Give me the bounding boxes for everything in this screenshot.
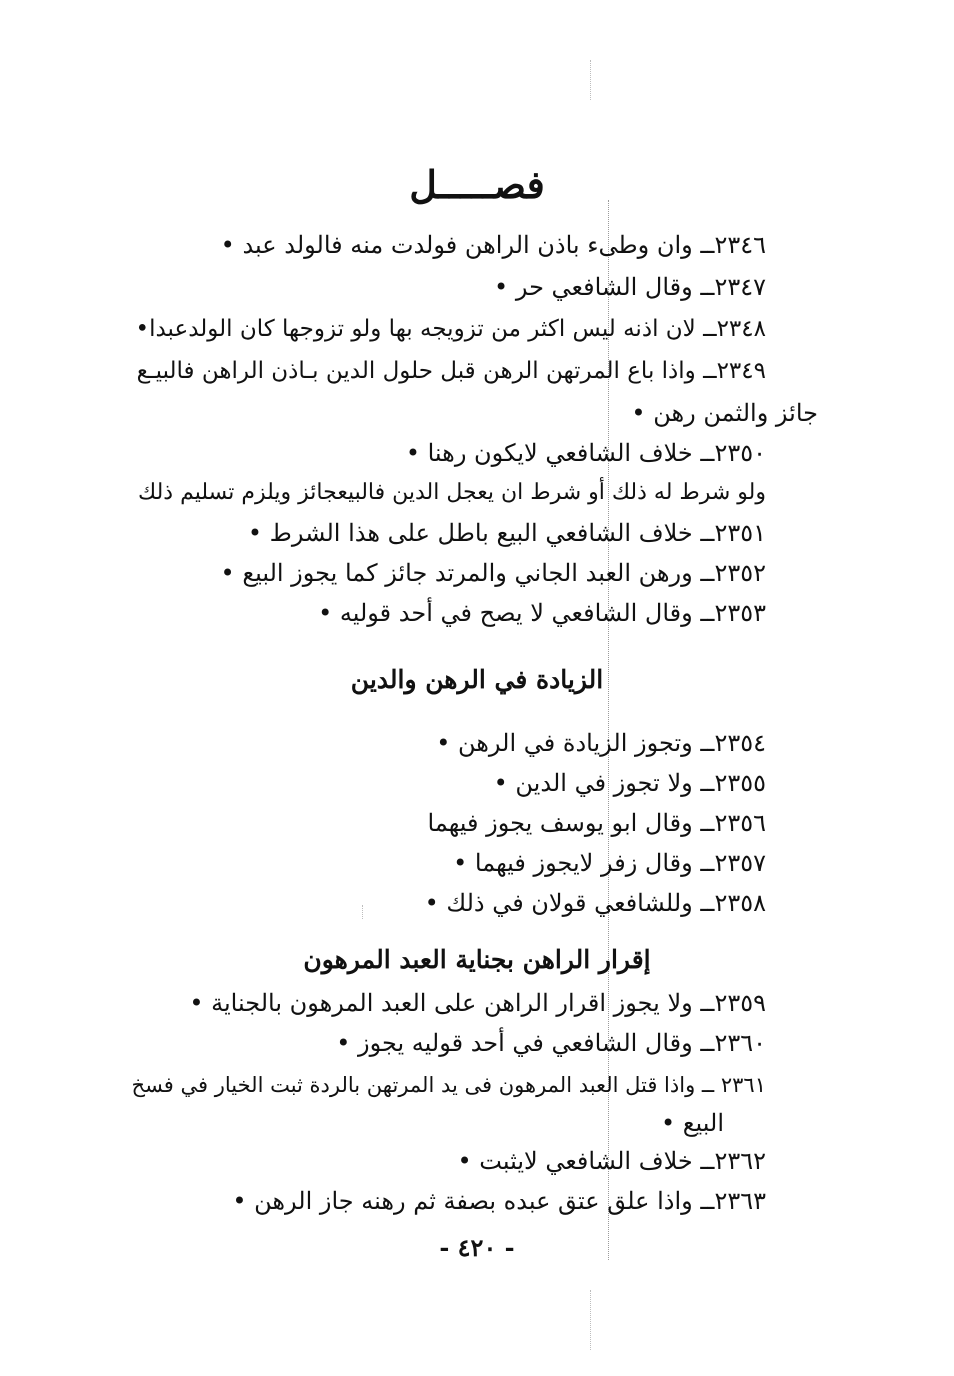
text-line-2350: ٢٣٥٠ــ خلاف الشافعي لايكون رهنا • <box>405 439 766 467</box>
text-line-2352: ٢٣٥٢ــ ورهن العبد الجاني والمرتد جائز كما يجوز البيع • <box>220 559 766 587</box>
text-line-condition: ولو شرط له ذلك أو شرط ان يعجل الدين فالبيعجائز ويلزم تسليم ذلك <box>138 480 766 505</box>
text-line-2361: ٢٣٦١ ــ واذا قتل العبد المرهون فى يد المرتهن بالردة ثبت الخيار في فسخ <box>131 1073 766 1097</box>
text-line-2356: ٢٣٥٦ــ وقال ابو يوسف يجوز فيهما <box>427 809 766 837</box>
text-line-2354: ٢٣٥٤ــ وتجوز الزيادة في الرهن • <box>436 729 766 757</box>
text-line-2349: ٢٣٤٩ــ واذا باع المرتهن الرهن قبل حلول الدين بـاذن الراهن فالبيـع <box>136 358 766 384</box>
scan-mark <box>590 1290 591 1350</box>
text-line-2353: ٢٣٥٣ــ وقال الشافعي لا يصح في أحد قوليه • <box>318 599 766 627</box>
text-line-continuation: البيع • <box>660 1109 724 1137</box>
text-line-2363: ٢٣٦٣ــ واذا علق عتق عبده بصفة ثم رهنه جاز الرهن • <box>232 1187 766 1215</box>
text-line-2346: ٢٣٤٦ــ وان وطىء باذن الراهن فولدت منه فالولد عبد • <box>220 231 766 259</box>
section-heading-increase: الزيادة في الرهن والدين <box>350 665 604 694</box>
text-line-2358: ٢٣٥٨ــ وللشافعي قولان في ذلك • <box>424 889 766 917</box>
page-number: - ٤٢٠ - <box>439 1233 515 1262</box>
scan-mark <box>590 60 591 100</box>
text-line-2357: ٢٣٥٧ــ وقال زفر لايجوز فيهما • <box>453 849 766 877</box>
text-line-2355: ٢٣٥٥ــ ولا تجوز في الدين • <box>493 769 766 797</box>
text-line-2348: ٢٣٤٨ــ لان اذنه ليس اكثر من تزويجه بها ولو تزوجها كان الولدعبدا• <box>135 316 766 342</box>
text-line-2351: ٢٣٥١ــ خلاف الشافعي البيع باطل على هذا الشرط • <box>247 519 766 547</box>
chapter-title: فصـــــل <box>409 162 545 207</box>
section-heading-confession: إقرار الراهن بجناية العبد المرهون <box>303 945 651 974</box>
text-line-2359: ٢٣٥٩ــ ولا يجوز اقرار الراهن على العبد المرهون بالجناية • <box>189 989 766 1017</box>
text-line-2347: ٢٣٤٧ــ وقال الشافعي حر • <box>494 273 766 301</box>
text-line-2360: ٢٣٦٠ــ وقال الشافعي في أحد قوليه يجوز • <box>336 1029 766 1057</box>
text-line-2362: ٢٣٦٢ــ خلاف الشافعي لايثبت • <box>457 1147 766 1175</box>
text-line-continuation: جائز والثمن رهن • <box>631 399 818 427</box>
